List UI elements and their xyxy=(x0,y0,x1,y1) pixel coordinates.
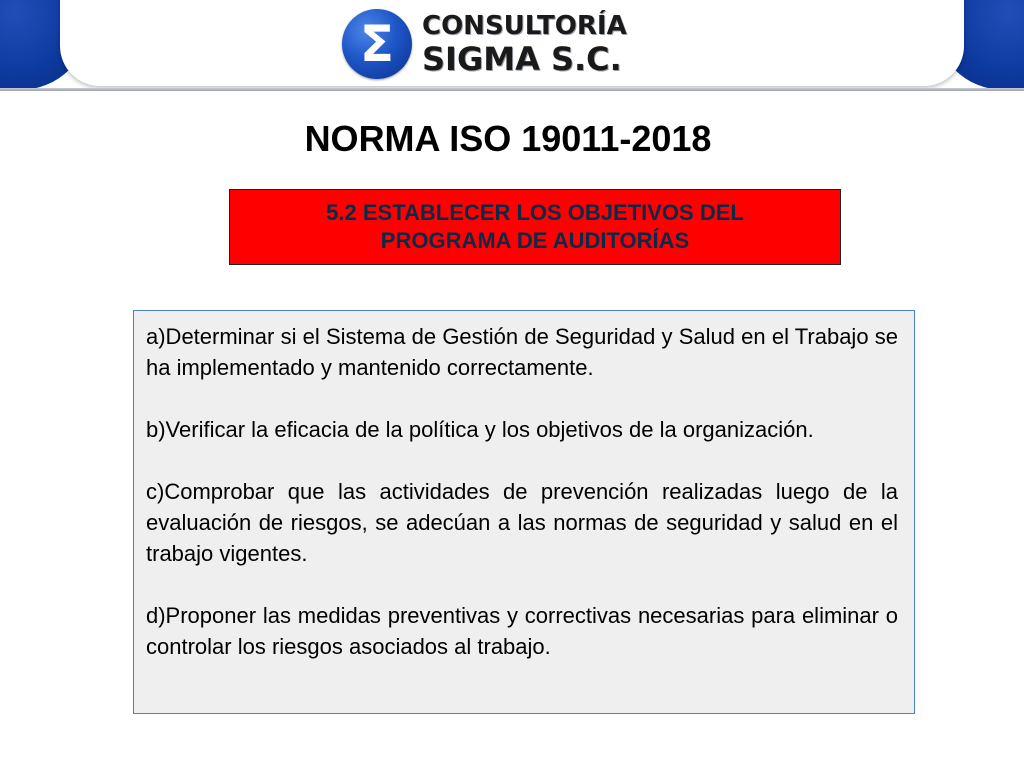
sigma-logo-icon xyxy=(342,9,412,79)
section-heading-line-2: PROGRAMA DE AUDITORÍAS xyxy=(380,228,690,253)
header-divider xyxy=(0,88,1024,91)
header-band xyxy=(0,0,1024,92)
slide-title: NORMA ISO 19011-2018 xyxy=(304,118,712,159)
objectives-list xyxy=(133,310,915,714)
logo-line-1: CONSULTORÍA xyxy=(422,11,627,41)
company-logo xyxy=(342,6,627,82)
section-heading-line-1: 5.2 ESTABLECER LOS OBJETIVOS DEL xyxy=(326,200,744,225)
logo-wordmark xyxy=(422,11,627,77)
objective-item-d: d)Proponer las medidas preventivas y correctivas necesarias para eliminar o controlar los riesgos asociados al trabajo. xyxy=(146,603,898,659)
objective-item-a: a)Determinar si el Sistema de Gestión de Seguridad y Salud en el Trabajo se ha implementado y mantenido correctamente. xyxy=(146,324,898,380)
objective-item-c: c)Comprobar que las actividades de prevención realizadas luego de la evaluación de riesgos, se adecúan a las normas de seguridad y salud en el trabajo vigentes. xyxy=(146,479,898,566)
objective-item-b: b)Verificar la eficacia de la política y los objetivos de la organización. xyxy=(146,417,814,442)
section-heading-box xyxy=(229,189,841,265)
logo-line-2: SIGMA S.C. xyxy=(422,40,622,78)
logo-symbol: Σ xyxy=(359,15,395,73)
